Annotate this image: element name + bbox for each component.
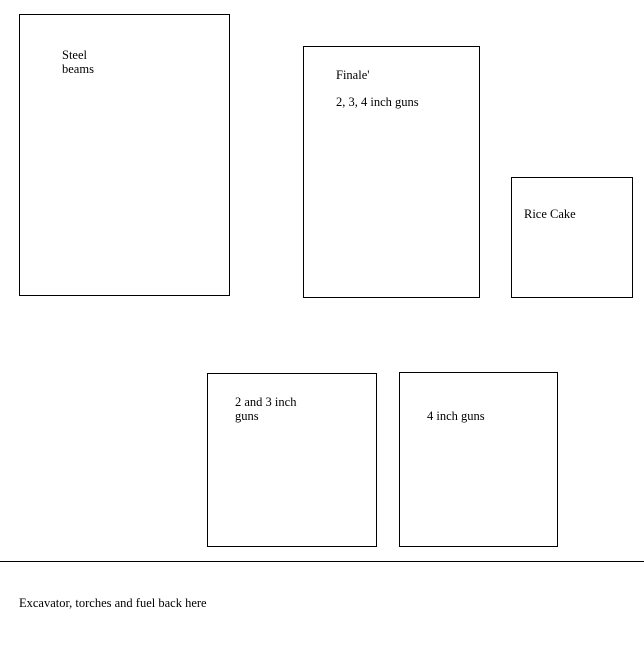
two-three-inch-guns-label: 2 and 3 inch guns bbox=[235, 395, 297, 423]
equipment-note: Excavator, torches and fuel back here bbox=[19, 596, 207, 610]
finale-title: Finale' bbox=[336, 68, 370, 82]
four-inch-guns-label: 4 inch guns bbox=[427, 409, 485, 423]
two-three-inch-guns-area bbox=[207, 373, 377, 547]
finale-area bbox=[303, 46, 480, 298]
steel-beams-label: Steel beams bbox=[62, 48, 94, 76]
steel-beams-area bbox=[19, 14, 230, 296]
finale-guns-label: 2, 3, 4 inch guns bbox=[336, 95, 419, 109]
four-inch-guns-area bbox=[399, 372, 558, 547]
boundary-line bbox=[0, 561, 644, 562]
rice-cake-label: Rice Cake bbox=[524, 207, 576, 221]
rice-cake-area bbox=[511, 177, 633, 298]
